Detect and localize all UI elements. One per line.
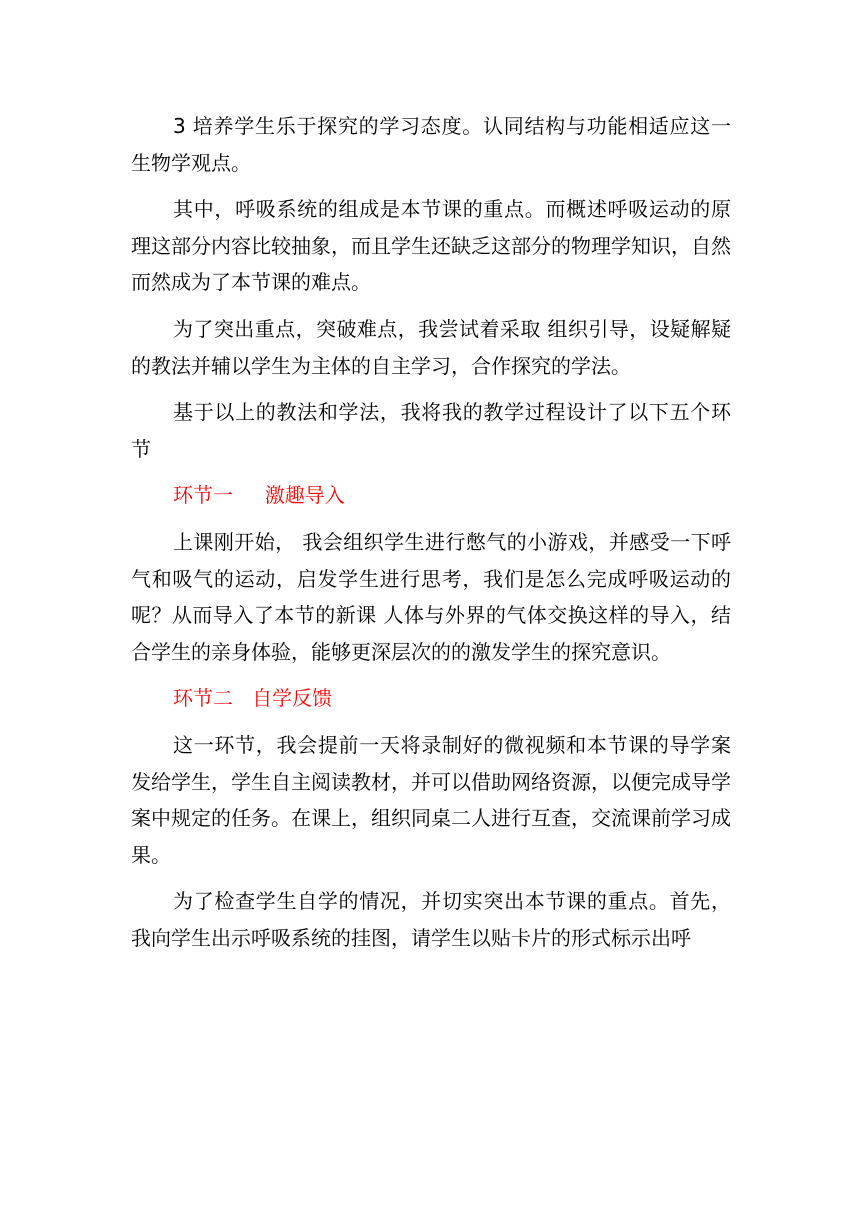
paragraph-teaching-method: 为了突出重点，突破难点，我尝试着采取 组织引导，设疑解疑的教法并辅以学生为主体的自主学习，合作探究的学法。 (131, 316, 731, 378)
document-body (131, 108, 731, 966)
paragraph-section-2-check: 为了检查学生自学的情况，并切实突出本节课的重点。首先，我向学生出示呼吸系统的挂图，请学生以贴卡片的形式标示出呼 (131, 889, 731, 950)
section-heading-1: 环节一 激趣导入 (173, 483, 345, 508)
paragraph-section-1: 上课刚开始， 我会组织学生进行憋气的小游戏，并感受一下呼气和吸气的运动，启发学生进行思考，我们是怎么完成呼吸运动的呢？从而导入了本节的新课 人体与外界的气体交换这样的导入，结合学生的亲身体验，能够更深层次的的激发学生的探究意识。 (131, 529, 731, 664)
paragraph-process-intro: 基于以上的教法和学法，我将我的教学过程设计了以下五个环节 (131, 400, 731, 461)
paragraph-key-points: 其中，呼吸系统的组成是本节课的重点。而概述呼吸运动的原理这部分内容比较抽象，而且学生还缺乏这部分的物理学知识，自然而然成为了本节课的难点。 (131, 197, 731, 295)
paragraph-objective-3: 3 培养学生乐于探究的学习态度。认同结构与功能相适应这一生物学观点。 (131, 114, 731, 175)
paragraph-section-2: 这一环节，我会提前一天将录制好的微视频和本节课的导学案发给学生，学生自主阅读教材，并可以借助网络资源，以便完成导学案中规定的任务。在课上，组织同桌二人进行互查，交流课前学习成果。 (131, 732, 731, 867)
section-heading-2: 环节二 自学反馈 (173, 686, 333, 711)
